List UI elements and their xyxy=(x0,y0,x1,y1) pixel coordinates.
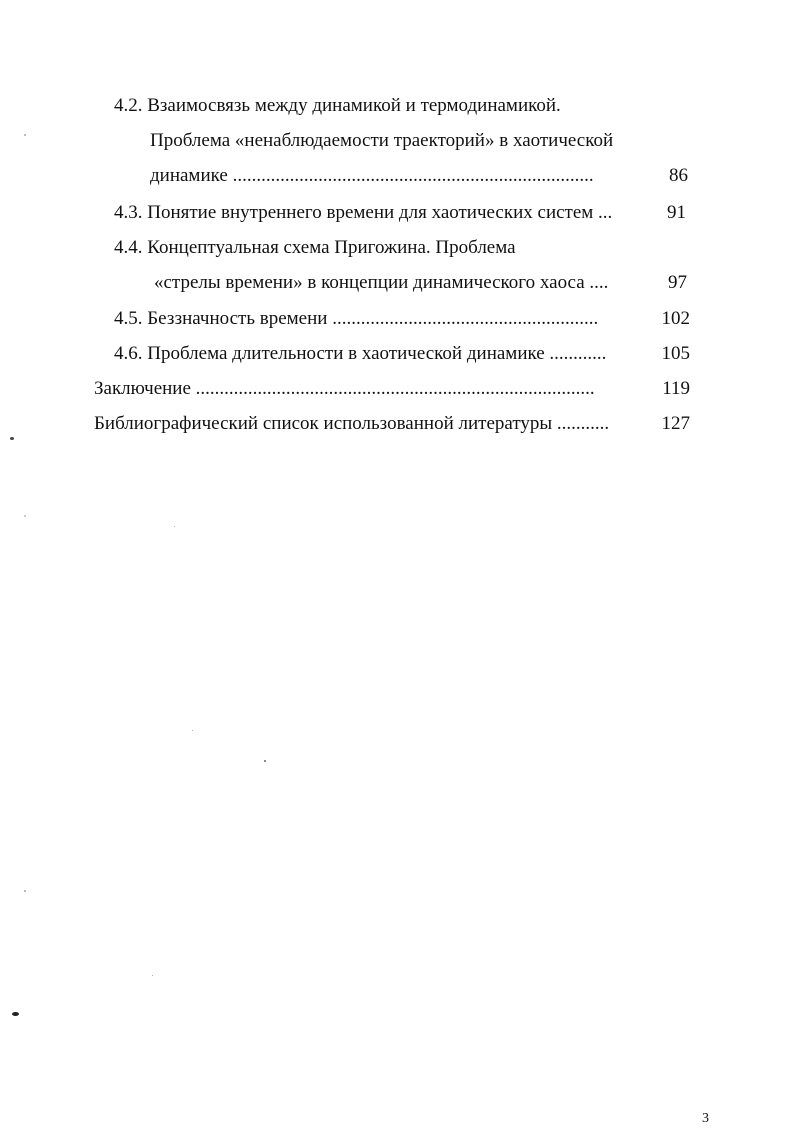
toc-entry-4-4-line1: 4.4. Концептуальная схема Пригожина. Проблема xyxy=(114,237,516,258)
toc-entry-bibliography: Библиографический список использованной литературы ........... xyxy=(94,413,610,434)
toc-entry-4-6: 4.6. Проблема длительности в хаотической динамике ............ xyxy=(114,343,607,364)
toc-entry-4-2-line3: динамике ............................................................................ xyxy=(150,165,594,186)
toc-entry-4-2-line1: 4.2. Взаимосвязь между динамикой и термодинамикой. xyxy=(114,95,561,116)
toc-page-number: 97 xyxy=(668,272,687,293)
toc-entry-4-2-line2: Проблема «ненаблюдаемости траекторий» в хаотической xyxy=(150,130,614,151)
scan-speck xyxy=(24,134,26,136)
toc-page-number: 127 xyxy=(661,413,690,434)
scan-speck xyxy=(12,1012,19,1016)
toc-entry-conclusion: Заключение .................................................................................... xyxy=(94,378,595,399)
scan-speck xyxy=(10,437,14,440)
toc-page-number: 86 xyxy=(669,165,688,186)
toc-entry-4-3: 4.3. Понятие внутреннего времени для хаотических систем ... xyxy=(114,202,613,223)
toc-entry-4-5: 4.5. Беззначность времени ........................................................ xyxy=(114,308,599,329)
scan-speck xyxy=(152,975,153,976)
toc-entry-4-4-line2: «стрелы времени» в концепции динамического хаоса .... xyxy=(154,272,609,293)
toc-page-number: 102 xyxy=(661,308,690,329)
scan-speck xyxy=(192,730,193,731)
page-number-footer: 3 xyxy=(702,1111,709,1126)
toc-page-number: 105 xyxy=(661,343,690,364)
scan-speck xyxy=(24,890,26,892)
scan-speck xyxy=(264,760,266,762)
toc-page-number: 119 xyxy=(662,378,690,399)
scan-speck xyxy=(174,526,175,527)
scan-speck xyxy=(24,515,26,517)
toc-page-number: 91 xyxy=(667,202,686,223)
